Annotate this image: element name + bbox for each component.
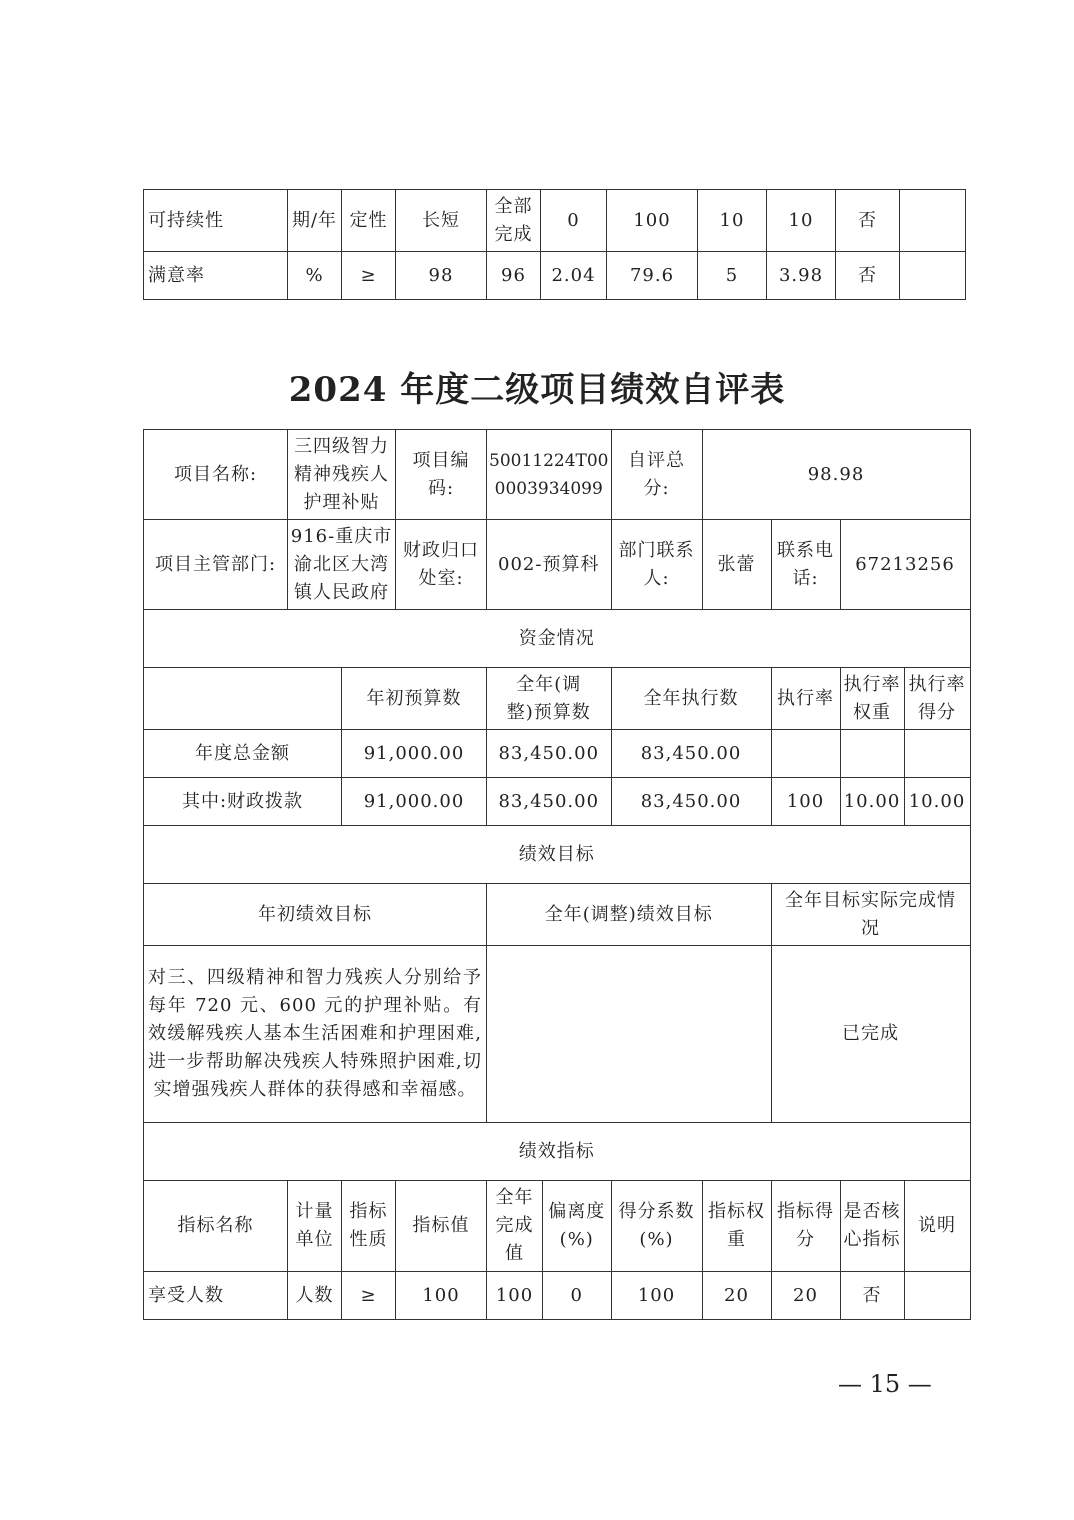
funds-adjusted: 83,450.00: [487, 730, 612, 778]
funds-weight: 10.00: [840, 778, 904, 826]
project-name-label: 项目名称:: [144, 430, 288, 520]
indicator-deviation: 2.04: [541, 252, 607, 300]
goals-content-row: [144, 946, 971, 1123]
previous-indicators-table: [143, 189, 966, 300]
ind-header-deviation: 偏离度 (%): [543, 1181, 611, 1272]
indicators-section-title: 绩效指标: [144, 1123, 971, 1181]
funds-weight: [840, 730, 904, 778]
table-row: [144, 730, 971, 778]
indicator-weight: 5: [698, 252, 767, 300]
funds-initial: 91,000.00: [342, 730, 487, 778]
ind-header-unit: 计量 单位: [288, 1181, 342, 1272]
indicator-note: [900, 190, 966, 252]
page-title: 2024 年度二级项目绩效自评表: [288, 370, 786, 410]
funds-header-adjusted: 全年(调 整)预算数: [487, 668, 612, 730]
indicator-nature: 定性: [342, 190, 396, 252]
indicator-actual: 100: [487, 1272, 543, 1320]
funds-header-weight: 执行率 权重: [840, 668, 904, 730]
funds-adjusted: 83,450.00: [487, 778, 612, 826]
funds-rate: 100: [771, 778, 840, 826]
indicators-header-row: [144, 1181, 971, 1272]
table-row: [144, 190, 966, 252]
section-header: [144, 826, 971, 884]
indicator-deviation: 0: [543, 1272, 611, 1320]
contact-label: 部门联系 人:: [611, 520, 702, 610]
indicator-coef: 100: [607, 190, 698, 252]
indicator-actual: 全部 完成: [487, 190, 541, 252]
indicator-name: 享受人数: [144, 1272, 288, 1320]
indicator-score: 10: [767, 190, 836, 252]
indicator-target: 100: [396, 1272, 487, 1320]
indicator-core: 否: [840, 1272, 904, 1320]
evaluation-table: [143, 429, 971, 1320]
goals-header-actual: 全年目标实际完成情 况: [771, 884, 970, 946]
project-info-row: [144, 520, 971, 610]
indicator-core: 否: [836, 190, 900, 252]
indicator-score: 3.98: [767, 252, 836, 300]
indicator-note: [904, 1272, 970, 1320]
indicator-unit: %: [288, 252, 342, 300]
ind-header-target: 指标值: [396, 1181, 487, 1272]
self-score-label: 自评总 分:: [611, 430, 702, 520]
funds-header-row: [144, 668, 971, 730]
ind-header-nature: 指标 性质: [342, 1181, 396, 1272]
self-score-value: 98.98: [702, 430, 970, 520]
funds-score: [904, 730, 970, 778]
contact-value: 张蕾: [702, 520, 771, 610]
funds-row-label: 年度总金额: [144, 730, 342, 778]
project-code-label: 项目编 码:: [396, 430, 487, 520]
goals-section-title: 绩效目标: [144, 826, 971, 884]
goals-header-adjusted: 全年(调整)绩效目标: [487, 884, 772, 946]
goals-header-row: [144, 884, 971, 946]
dept-value: 916-重庆市 渝北区大湾 镇人民政府: [288, 520, 396, 610]
ind-header-weight: 指标权 重: [702, 1181, 771, 1272]
indicator-weight: 10: [698, 190, 767, 252]
page-number: — 15 —: [838, 1370, 932, 1398]
funds-initial: 91,000.00: [342, 778, 487, 826]
indicator-nature: ≥: [342, 1272, 396, 1320]
phone-label: 联系电 话:: [771, 520, 840, 610]
indicator-score: 20: [771, 1272, 840, 1320]
indicator-target: 98: [396, 252, 487, 300]
funds-header-blank: [144, 668, 342, 730]
table-row: [144, 1272, 971, 1320]
ind-header-coef: 得分系数 (%): [611, 1181, 702, 1272]
goals-header-initial: 年初绩效目标: [144, 884, 487, 946]
funds-executed: 83,450.00: [611, 778, 771, 826]
office-label: 财政归口 处室:: [396, 520, 487, 610]
funds-rate: [771, 730, 840, 778]
goals-actual-text: 已完成: [771, 946, 970, 1123]
funds-header-score: 执行率 得分: [904, 668, 970, 730]
funds-row-label: 其中:财政拨款: [144, 778, 342, 826]
ind-header-name: 指标名称: [144, 1181, 288, 1272]
phone-value: 67213256: [840, 520, 970, 610]
funds-header-executed: 全年执行数: [611, 668, 771, 730]
indicator-target: 长短: [396, 190, 487, 252]
ind-header-actual: 全年 完成 值: [487, 1181, 543, 1272]
indicator-coef: 100: [611, 1272, 702, 1320]
indicator-note: [900, 252, 966, 300]
section-header: [144, 1123, 971, 1181]
ind-header-score: 指标得 分: [771, 1181, 840, 1272]
indicator-unit: 期/年: [288, 190, 342, 252]
funds-executed: 83,450.00: [611, 730, 771, 778]
indicator-core: 否: [836, 252, 900, 300]
project-name-value: 三四级智力 精神残疾人 护理补贴: [288, 430, 396, 520]
table-row: [144, 778, 971, 826]
indicator-unit: 人数: [288, 1272, 342, 1320]
indicator-name: 满意率: [144, 252, 288, 300]
project-code-value: 50011224T00 0003934099: [487, 430, 612, 520]
goals-adjusted-text: [487, 946, 772, 1123]
funds-section-title: 资金情况: [144, 610, 971, 668]
indicator-name: 可持续性: [144, 190, 288, 252]
goals-initial-text: 对三、四级精神和智力残疾人分别给予每年 720 元、600 元的护理补贴。有效缓解残疾人基本生活困难和护理困难,进一步帮助解决残疾人特殊照护困难,切实增强残疾人群体的获得感和幸福感。: [144, 946, 487, 1123]
indicator-actual: 96: [487, 252, 541, 300]
table-row: [144, 252, 966, 300]
section-header: [144, 610, 971, 668]
funds-score: 10.00: [904, 778, 970, 826]
funds-header-initial: 年初预算数: [342, 668, 487, 730]
dept-label: 项目主管部门:: [144, 520, 288, 610]
indicator-nature: ≥: [342, 252, 396, 300]
indicator-weight: 20: [702, 1272, 771, 1320]
funds-header-rate: 执行率: [771, 668, 840, 730]
ind-header-core: 是否核 心指标: [840, 1181, 904, 1272]
indicator-deviation: 0: [541, 190, 607, 252]
indicator-coef: 79.6: [607, 252, 698, 300]
ind-header-note: 说明: [904, 1181, 970, 1272]
project-info-row: [144, 430, 971, 520]
office-value: 002-预算科: [487, 520, 612, 610]
